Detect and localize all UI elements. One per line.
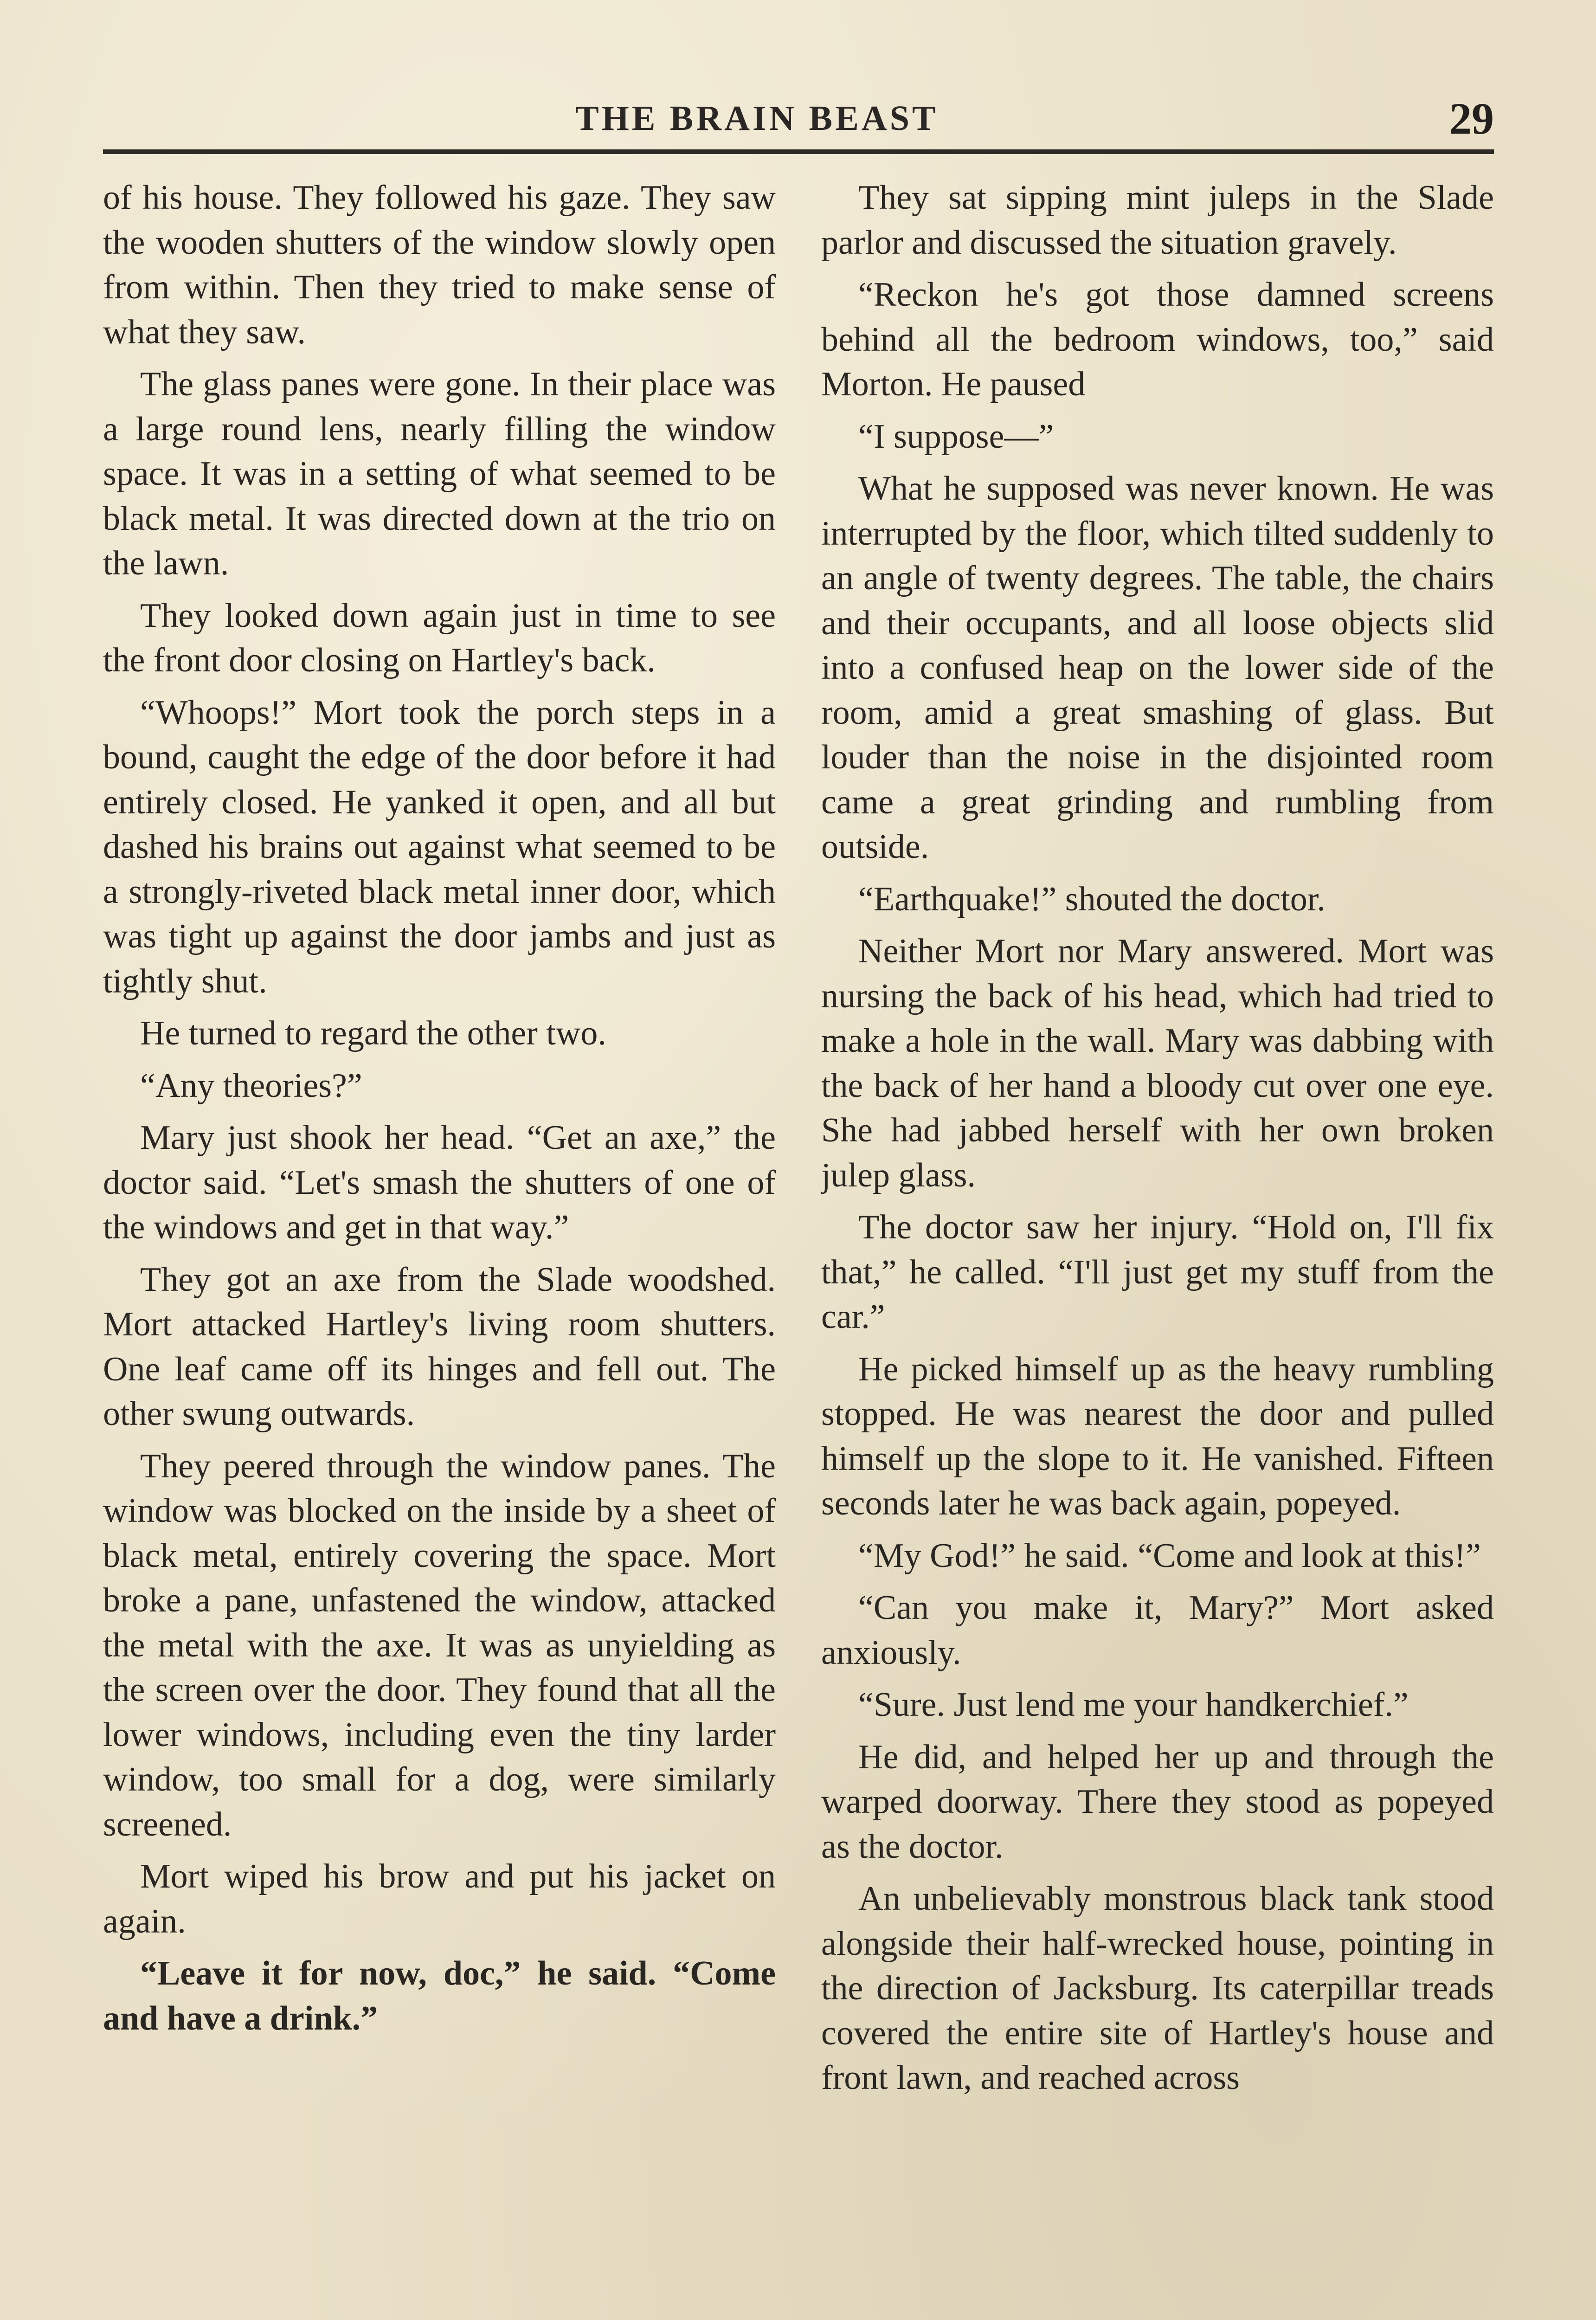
paragraph: What he supposed was never known. He was interrupted by the floor, which tilted suddenly to an angle of twenty degrees. The table, the chairs and their occupants, and all loose objects slid into a confused heap on the lower side of the room, amid a great smashing of glass. But louder than the noise in the disjointed room came a great grinding and rumbling from outside. bbox=[821, 470, 1494, 866]
paragraph: “Whoops!” Mort took the porch steps in a bound, caught the edge of the door before it had entirely closed. He yanked it open, and all but dashed his brains out against what seemed to be a strongly-riveted black metal inner door, which was tight up against the door jambs and just as tightly shut. bbox=[103, 693, 776, 1000]
paragraph: Neither Mort nor Mary answered. Mort was nursing the back of his head, which had tried to make a hole in the wall. Mary was dabbing with the back of her hand a bloody cut over one eye. She had jabbed herself with her own broken julep glass. bbox=[821, 932, 1494, 1194]
running-title: THE BRAIN BEAST bbox=[575, 99, 939, 138]
paragraph: Mary just shook her head. “Get an axe,” the doctor said. “Let's smash the shutters of one of the windows and get in that way.” bbox=[103, 1119, 776, 1246]
page-number: 29 bbox=[1449, 94, 1494, 143]
paragraph: He turned to regard the other two. bbox=[140, 1014, 606, 1052]
paragraph: “Reckon he's got those damned screens behind all the bedroom windows, too,” said Morton. He paused bbox=[821, 276, 1494, 403]
paragraph: They peered through the window panes. The window was blocked on the inside by a sheet of black metal, entirely covering the space. Mort broke a pane, unfastened the window, attacked the metal with the axe. It was as unyielding as the screen over the door. They found that all the lower windows, including even the tiny larder window, too small for a dog, were similarly screened. bbox=[103, 1447, 776, 1843]
paragraph: They looked down again just in time to see the front door closing on Hartley's back. bbox=[103, 596, 776, 679]
paragraph: “My God!” he said. “Come and look at this!” bbox=[858, 1536, 1481, 1575]
paragraph: “Earthquake!” shouted the doctor. bbox=[858, 880, 1326, 918]
paragraph: He did, and helped her up and through the warped doorway. There they stood as popeyed as the doctor. bbox=[821, 1738, 1494, 1866]
paragraph: The doctor saw her injury. “Hold on, I'll fix that,” he called. “I'll just get my stuff from the car.” bbox=[821, 1208, 1494, 1336]
header-rule bbox=[103, 149, 1494, 154]
paragraph: “Sure. Just lend me your handkerchief.” bbox=[858, 1686, 1409, 1724]
paragraph: “I suppose—” bbox=[858, 417, 1054, 456]
paragraph: Mort wiped his brow and put his jacket on again. bbox=[103, 1857, 776, 1940]
right-text-column bbox=[821, 175, 1494, 2320]
paragraph: They got an axe from the Slade woodshed. Mort attacked Hartley's living room shutters. One leaf came off its hinges and fell out. The other swung outwards. bbox=[103, 1260, 776, 1433]
paragraph: “Can you make it, Mary?” Mort asked anxiously. bbox=[821, 1589, 1494, 1672]
paragraph: “Leave it for now, doc,” he said. “Come and have a drink.” bbox=[103, 1954, 776, 2037]
paragraph: He picked himself up as the heavy rumbling stopped. He was nearest the door and pulled himself up the slope to it. He vanished. Fifteen seconds later he was back again, popeyed. bbox=[821, 1350, 1494, 1522]
paragraph: of his house. They followed his gaze. They saw the wooden shutters of the window slowly open from within. Then they tried to make sense of what they saw. bbox=[103, 179, 776, 351]
paragraph: They sat sipping mint juleps in the Slade parlor and discussed the situation gravely. bbox=[821, 179, 1494, 262]
paragraph: An unbelievably monstrous black tank stood alongside their half-wrecked house, pointing in the direction of Jacksburg. Its caterpillar treads covered the entire site of Hartley's house and front lawn, and reached across bbox=[821, 1880, 1494, 2097]
paragraph: “Any theories?” bbox=[140, 1066, 362, 1105]
left-text-column bbox=[103, 175, 776, 2320]
paragraph: The glass panes were gone. In their place was a large round lens, nearly filling the window space. It was in a setting of what seemed to be black metal. It was directed down at the trio on the lawn. bbox=[103, 365, 776, 582]
